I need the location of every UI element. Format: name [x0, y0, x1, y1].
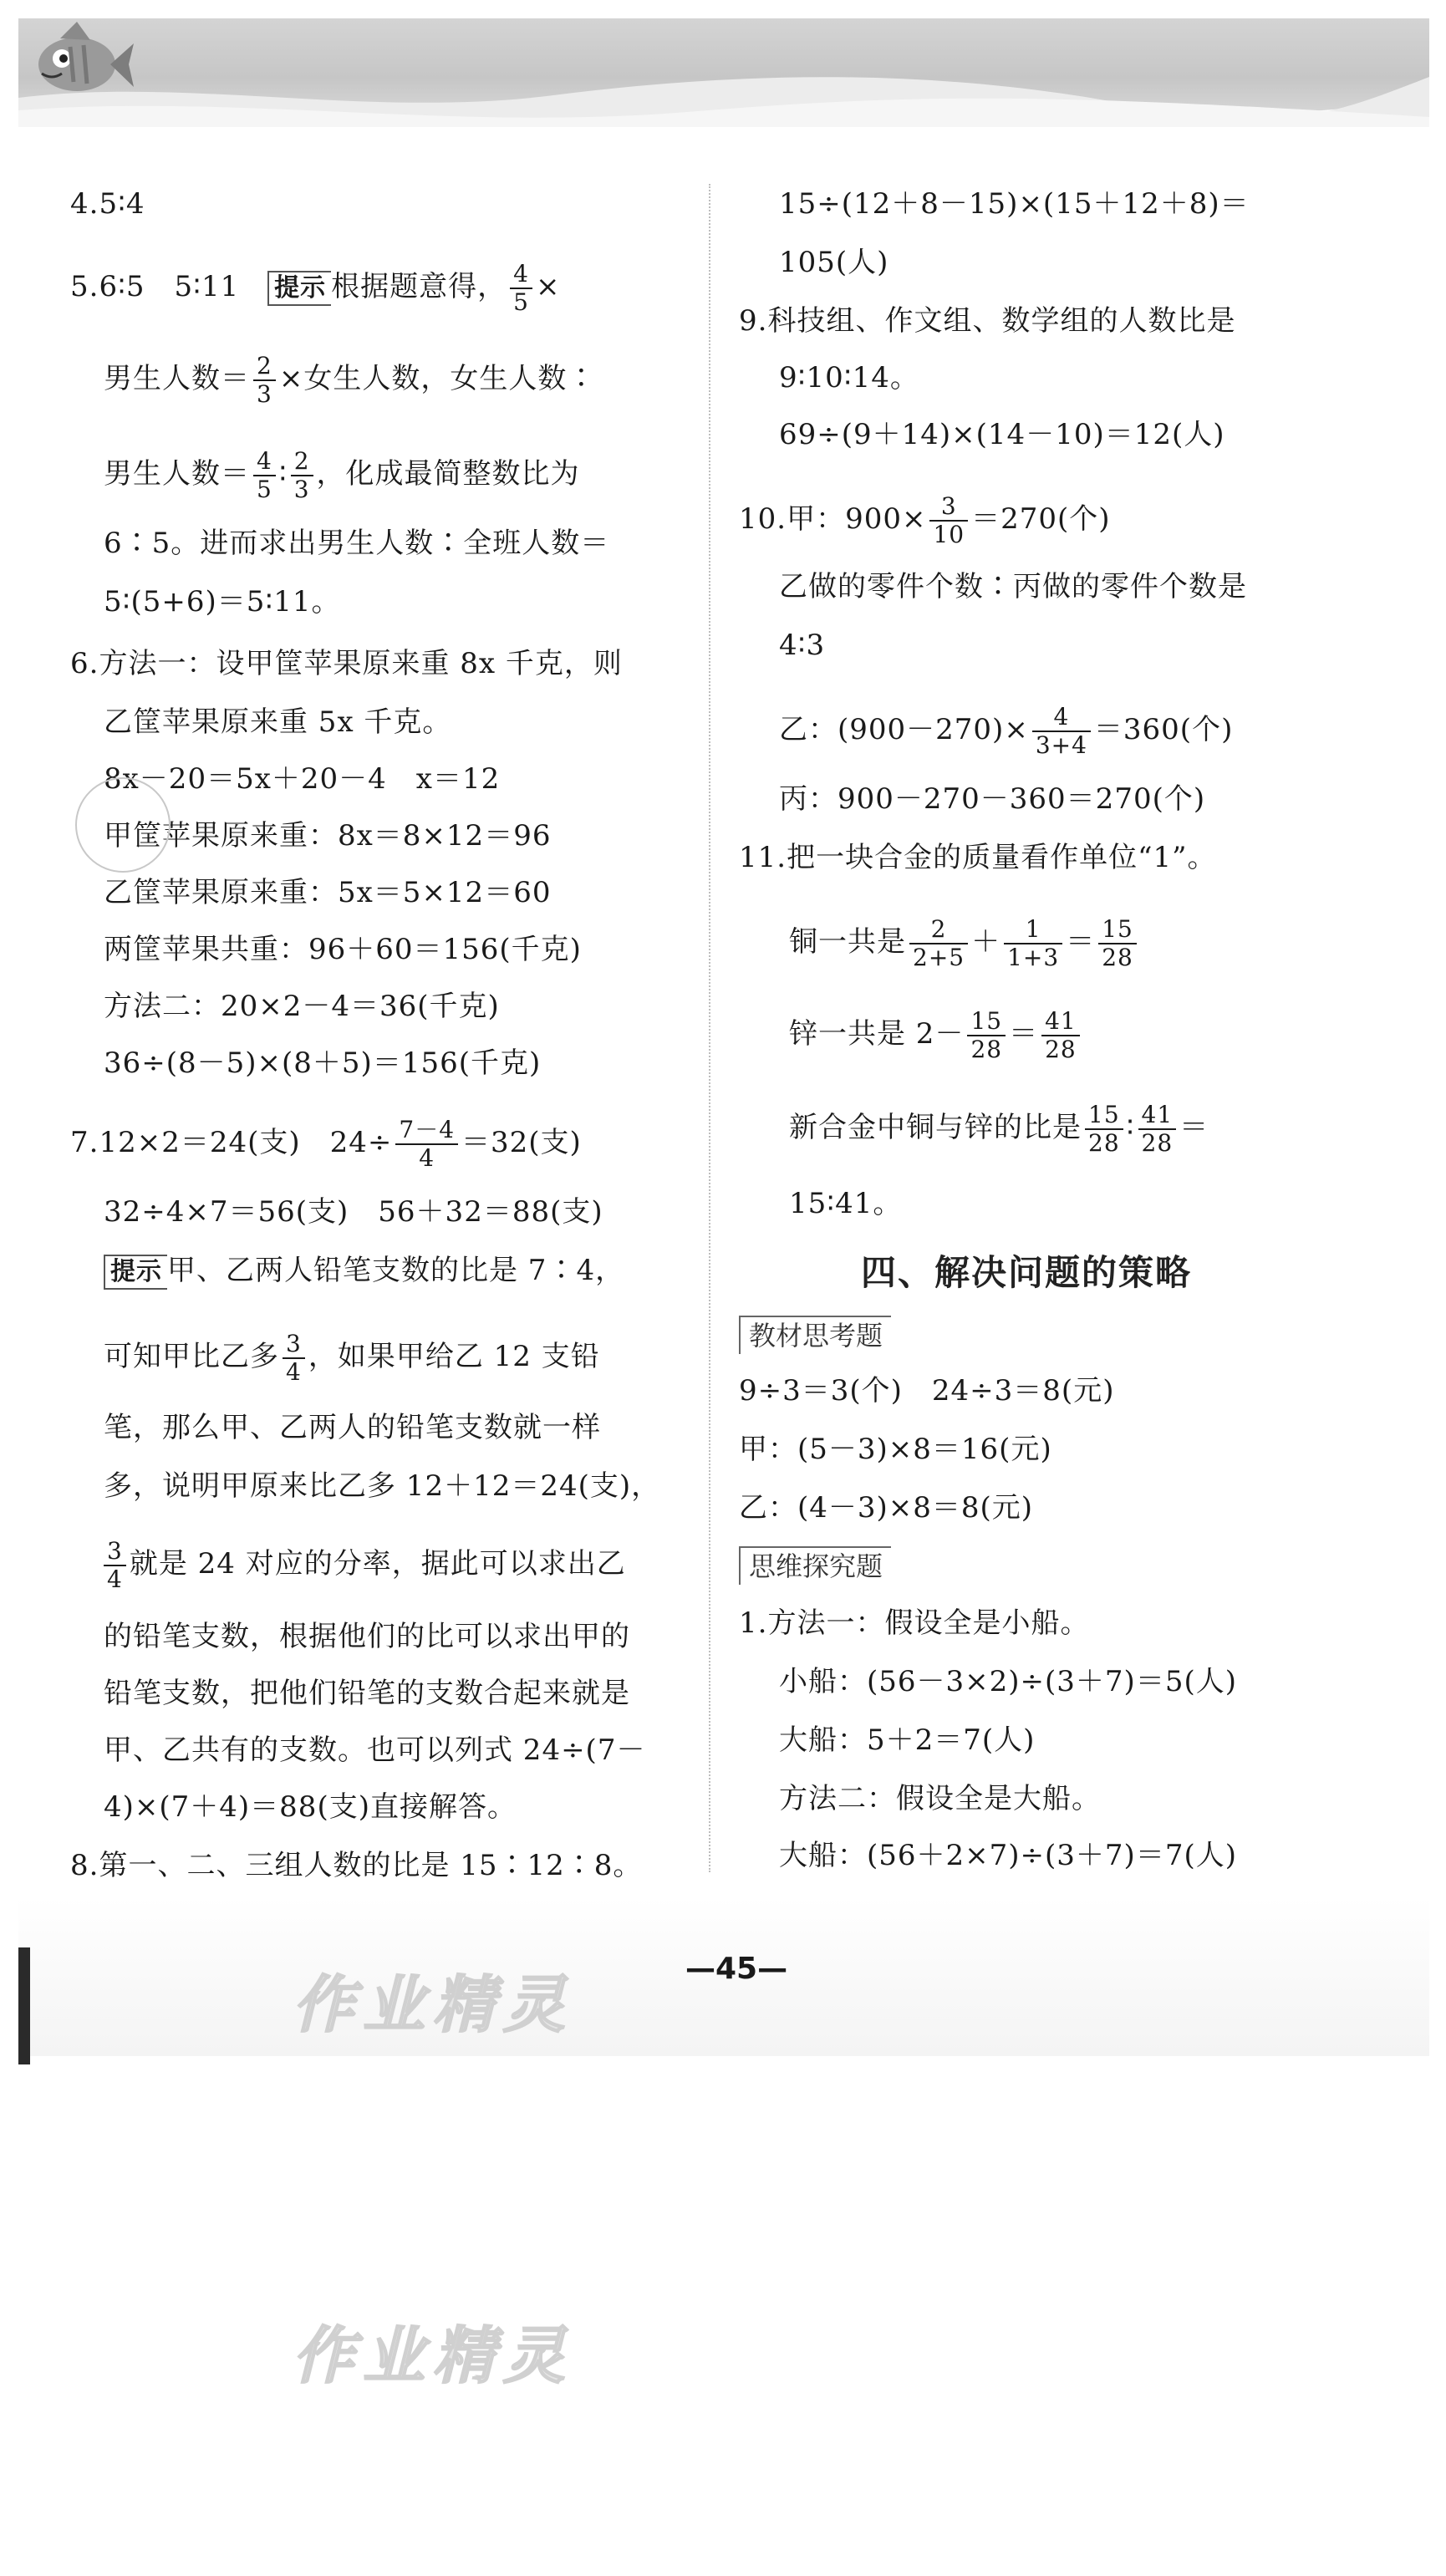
fraction: [1138, 1102, 1177, 1157]
answer-10-line1: [739, 493, 1111, 548]
numerator: 3: [104, 1538, 126, 1566]
numerator: 4: [253, 448, 276, 476]
watermark-text: 作业精灵: [293, 2320, 573, 2392]
text-segment: ＝32(支): [461, 1126, 582, 1159]
denominator: 4: [286, 1358, 302, 1386]
text-segment: ＝: [1066, 925, 1096, 959]
answer-6-line1: 6.方法一：设甲筐苹果原来重 8x 千克，则: [70, 647, 623, 680]
answer-8: 8.第一、二、三组人数的比是 15∶12∶8。: [70, 1849, 643, 1882]
text-segment: ，如果甲给乙 12 支铅: [308, 1340, 600, 1373]
answer-7-hint-line5: [104, 1538, 626, 1593]
text-segment: ＝360(个): [1093, 713, 1234, 746]
answer-11-line5: 15∶41。: [789, 1187, 903, 1220]
hint-text: 甲、乙两人铅笔支数的比是 7∶4，: [167, 1254, 625, 1287]
textbook-line3: 乙：(4－3)×8＝8(元): [739, 1491, 1034, 1525]
text-segment: ，化成最简整数比为: [316, 457, 580, 491]
answer-8-line2: 15÷(12＋8－15)×(15＋12＋8)＝: [779, 187, 1250, 221]
numerator: 4: [510, 261, 532, 289]
text-segment: 就是 24 对应的分率，据此可以求出乙: [129, 1547, 626, 1581]
fish-icon: [18, 18, 135, 110]
denominator: 3: [293, 476, 310, 503]
answer-6-line7: 方法二：20×2－4＝36(千克): [104, 990, 500, 1023]
fraction: [510, 261, 532, 316]
thinking-line5: 大船：(56＋2×7)÷(3＋7)＝7(人): [779, 1839, 1237, 1872]
text-segment: 男生人数＝: [104, 362, 250, 395]
numerator: 3: [283, 1331, 305, 1359]
answer-9-line1: 9.科技组、作文组、数学组的人数比是: [739, 304, 1236, 338]
numerator: 15: [1098, 916, 1137, 944]
answer-10-line5: 丙：900－270－360＝270(个): [779, 782, 1206, 816]
text-segment: 新合金中铜与锌的比是: [789, 1111, 1082, 1144]
answer-10-line3: 4∶3: [779, 629, 826, 662]
fraction: [253, 448, 276, 503]
answer-7-hint-line1: [104, 1252, 624, 1290]
fraction: [395, 1117, 458, 1172]
answer-11-line3: [789, 1008, 1083, 1063]
answer-10-line4: [779, 704, 1233, 759]
denominator: 28: [970, 1036, 1003, 1063]
answer-5-line1: [70, 261, 560, 316]
numerator: 15: [1085, 1102, 1123, 1130]
section-title: 四、解决问题的策略: [861, 1252, 1193, 1293]
numerator: 7－4: [395, 1117, 458, 1145]
thinking-line2: 小船：(56－3×2)÷(3＋7)＝5(人): [779, 1665, 1237, 1698]
fraction: [967, 1008, 1006, 1063]
answer-9-line3: 69÷(9＋14)×(14－10)＝12(人): [779, 418, 1225, 451]
numerator: 41: [1138, 1102, 1177, 1130]
answer-5-line2: [104, 353, 596, 408]
denominator: 28: [1141, 1129, 1174, 1157]
text-segment: ＋: [971, 925, 1001, 959]
answer-11-line4: [789, 1102, 1209, 1157]
answer-7-hint-line3: 笔，那么甲、乙两人的铅笔支数就一样: [104, 1411, 601, 1444]
text-segment: 7.12×2＝24(支) 24÷: [70, 1126, 393, 1159]
answer-7-hint-line2: [104, 1331, 600, 1386]
denominator: 28: [1088, 1129, 1120, 1157]
scan-edge: [18, 1947, 30, 2064]
answer-7-hint-line7: 铅笔支数，把他们铅笔的支数合起来就是: [104, 1677, 630, 1710]
fraction: [253, 353, 276, 408]
hint-tag: 提示: [104, 1255, 167, 1290]
answer-8-line3: 105(人): [779, 246, 889, 279]
answer-6-line8: 36÷(8－5)×(8＋5)＝156(千克): [104, 1046, 542, 1080]
answer-7-hint-line9: 4)×(7＋4)＝88(支)直接解答。: [104, 1790, 517, 1824]
hint-tag: 提示: [267, 271, 331, 306]
denominator: 1+3: [1007, 944, 1060, 971]
answer-5-line5: 5∶(5+6)＝5∶11。: [104, 585, 341, 619]
answer-9-line2: 9∶10∶14。: [779, 361, 919, 395]
fraction: [909, 916, 968, 971]
text-segment: 锌一共是 2－: [789, 1017, 965, 1051]
column-divider: [709, 184, 710, 1872]
thinking-line3: 大船：5＋2＝7(人): [779, 1723, 1036, 1757]
denominator: 28: [1102, 944, 1133, 971]
answer-5-line4: 6∶5。进而求出男生人数∶全班人数＝: [104, 527, 610, 560]
numerator: 2: [253, 353, 276, 381]
numerator: 41: [1041, 1008, 1080, 1036]
fraction: [1041, 1008, 1080, 1063]
operator: ×: [535, 270, 561, 303]
answer-6-line3: 8x－20＝5x＋20－4 x＝12: [104, 762, 501, 796]
text-segment: 可知甲比乙多: [104, 1340, 279, 1373]
answer-6-line6: 两筐苹果共重：96＋60＝156(千克): [104, 933, 582, 966]
watermark-text: 作业精灵: [293, 1969, 573, 2041]
answer-5-ratios: 5.6∶5 5∶11: [70, 270, 240, 303]
answer-7-hint-line4: 多，说明甲原来比乙多 12＋12＝24(支)，: [104, 1469, 661, 1503]
text-segment: 男生人数＝: [104, 457, 250, 491]
text-segment: ＝: [1009, 1017, 1039, 1051]
denominator: 5: [513, 288, 529, 316]
denominator: 3: [257, 380, 272, 408]
answer-5-line3: [104, 448, 580, 503]
textbook-line2: 甲：(5－3)×8＝16(元): [739, 1433, 1052, 1466]
fraction: [291, 448, 313, 503]
text-segment: ∶: [1126, 1111, 1135, 1144]
fraction: [283, 1331, 305, 1386]
fraction: [1085, 1102, 1123, 1157]
text-segment: 乙：(900－270)×: [779, 713, 1029, 746]
answer-4: 4.5∶4: [70, 187, 145, 221]
textbook-line1: 9÷3＝3(个) 24÷3＝8(元): [739, 1374, 1115, 1408]
fraction: [1098, 916, 1137, 971]
denominator: 10: [933, 521, 965, 548]
numerator: 4: [1032, 704, 1091, 732]
text-segment: 铜一共是: [789, 925, 906, 959]
text-segment: ∶: [278, 457, 288, 491]
thinking-question-label: 思维探究题: [739, 1546, 891, 1585]
answer-7-line2: 32÷4×7＝56(支) 56＋32＝88(支): [104, 1195, 603, 1229]
text-segment: 10.甲：900×: [739, 502, 927, 536]
denominator: 28: [1045, 1036, 1077, 1063]
top-banner: [18, 18, 1429, 127]
answer-7-hint-line8: 甲、乙共有的支数。也可以列式 24÷(7－: [104, 1733, 646, 1767]
fraction: [1004, 916, 1062, 971]
thinking-line4: 方法二：假设全是大船。: [779, 1782, 1101, 1815]
numerator: 15: [967, 1008, 1006, 1036]
answer-11-line1: 11.把一块合金的质量看作单位“1”。: [739, 841, 1217, 874]
answer-11-line2: [789, 916, 1140, 971]
textbook-question-label: 教材思考题: [739, 1316, 891, 1354]
denominator: 4: [419, 1144, 435, 1172]
numerator: 3: [929, 493, 968, 522]
fraction: [104, 1538, 126, 1593]
fraction: [1032, 704, 1091, 759]
text-segment: ＝270(个): [971, 502, 1111, 536]
numerator: 2: [909, 916, 968, 944]
numerator: 2: [291, 448, 313, 476]
answer-6-line2: 乙筐苹果原来重 5x 千克。: [104, 705, 452, 739]
denominator: 3+4: [1035, 731, 1087, 759]
answer-7-line1: [70, 1117, 582, 1172]
hint-text: 根据题意得，: [331, 270, 507, 303]
answer-10-line2: 乙做的零件个数∶丙做的零件个数是: [779, 570, 1247, 603]
watermark-stamp: [75, 777, 171, 873]
numerator: 1: [1004, 916, 1062, 944]
denominator: 2+5: [913, 944, 965, 971]
text-segment: ×女生人数，女生人数∶: [278, 362, 597, 395]
thinking-line1: 1.方法一：假设全是小船。: [739, 1606, 1090, 1640]
page-number: —45—: [685, 1952, 788, 1986]
denominator: 4: [107, 1565, 123, 1593]
text-segment: ＝: [1179, 1111, 1209, 1144]
answer-7-hint-line6: 的铅笔支数，根据他们的比可以求出甲的: [104, 1620, 630, 1653]
wave-decoration: [18, 18, 1429, 127]
answer-6-line5: 乙筐苹果原来重：5x＝5×12＝60: [104, 876, 552, 909]
denominator: 5: [257, 476, 272, 503]
answer-6-line4: 甲筐苹果原来重：8x＝8×12＝96: [104, 819, 552, 853]
fraction: [929, 493, 968, 548]
